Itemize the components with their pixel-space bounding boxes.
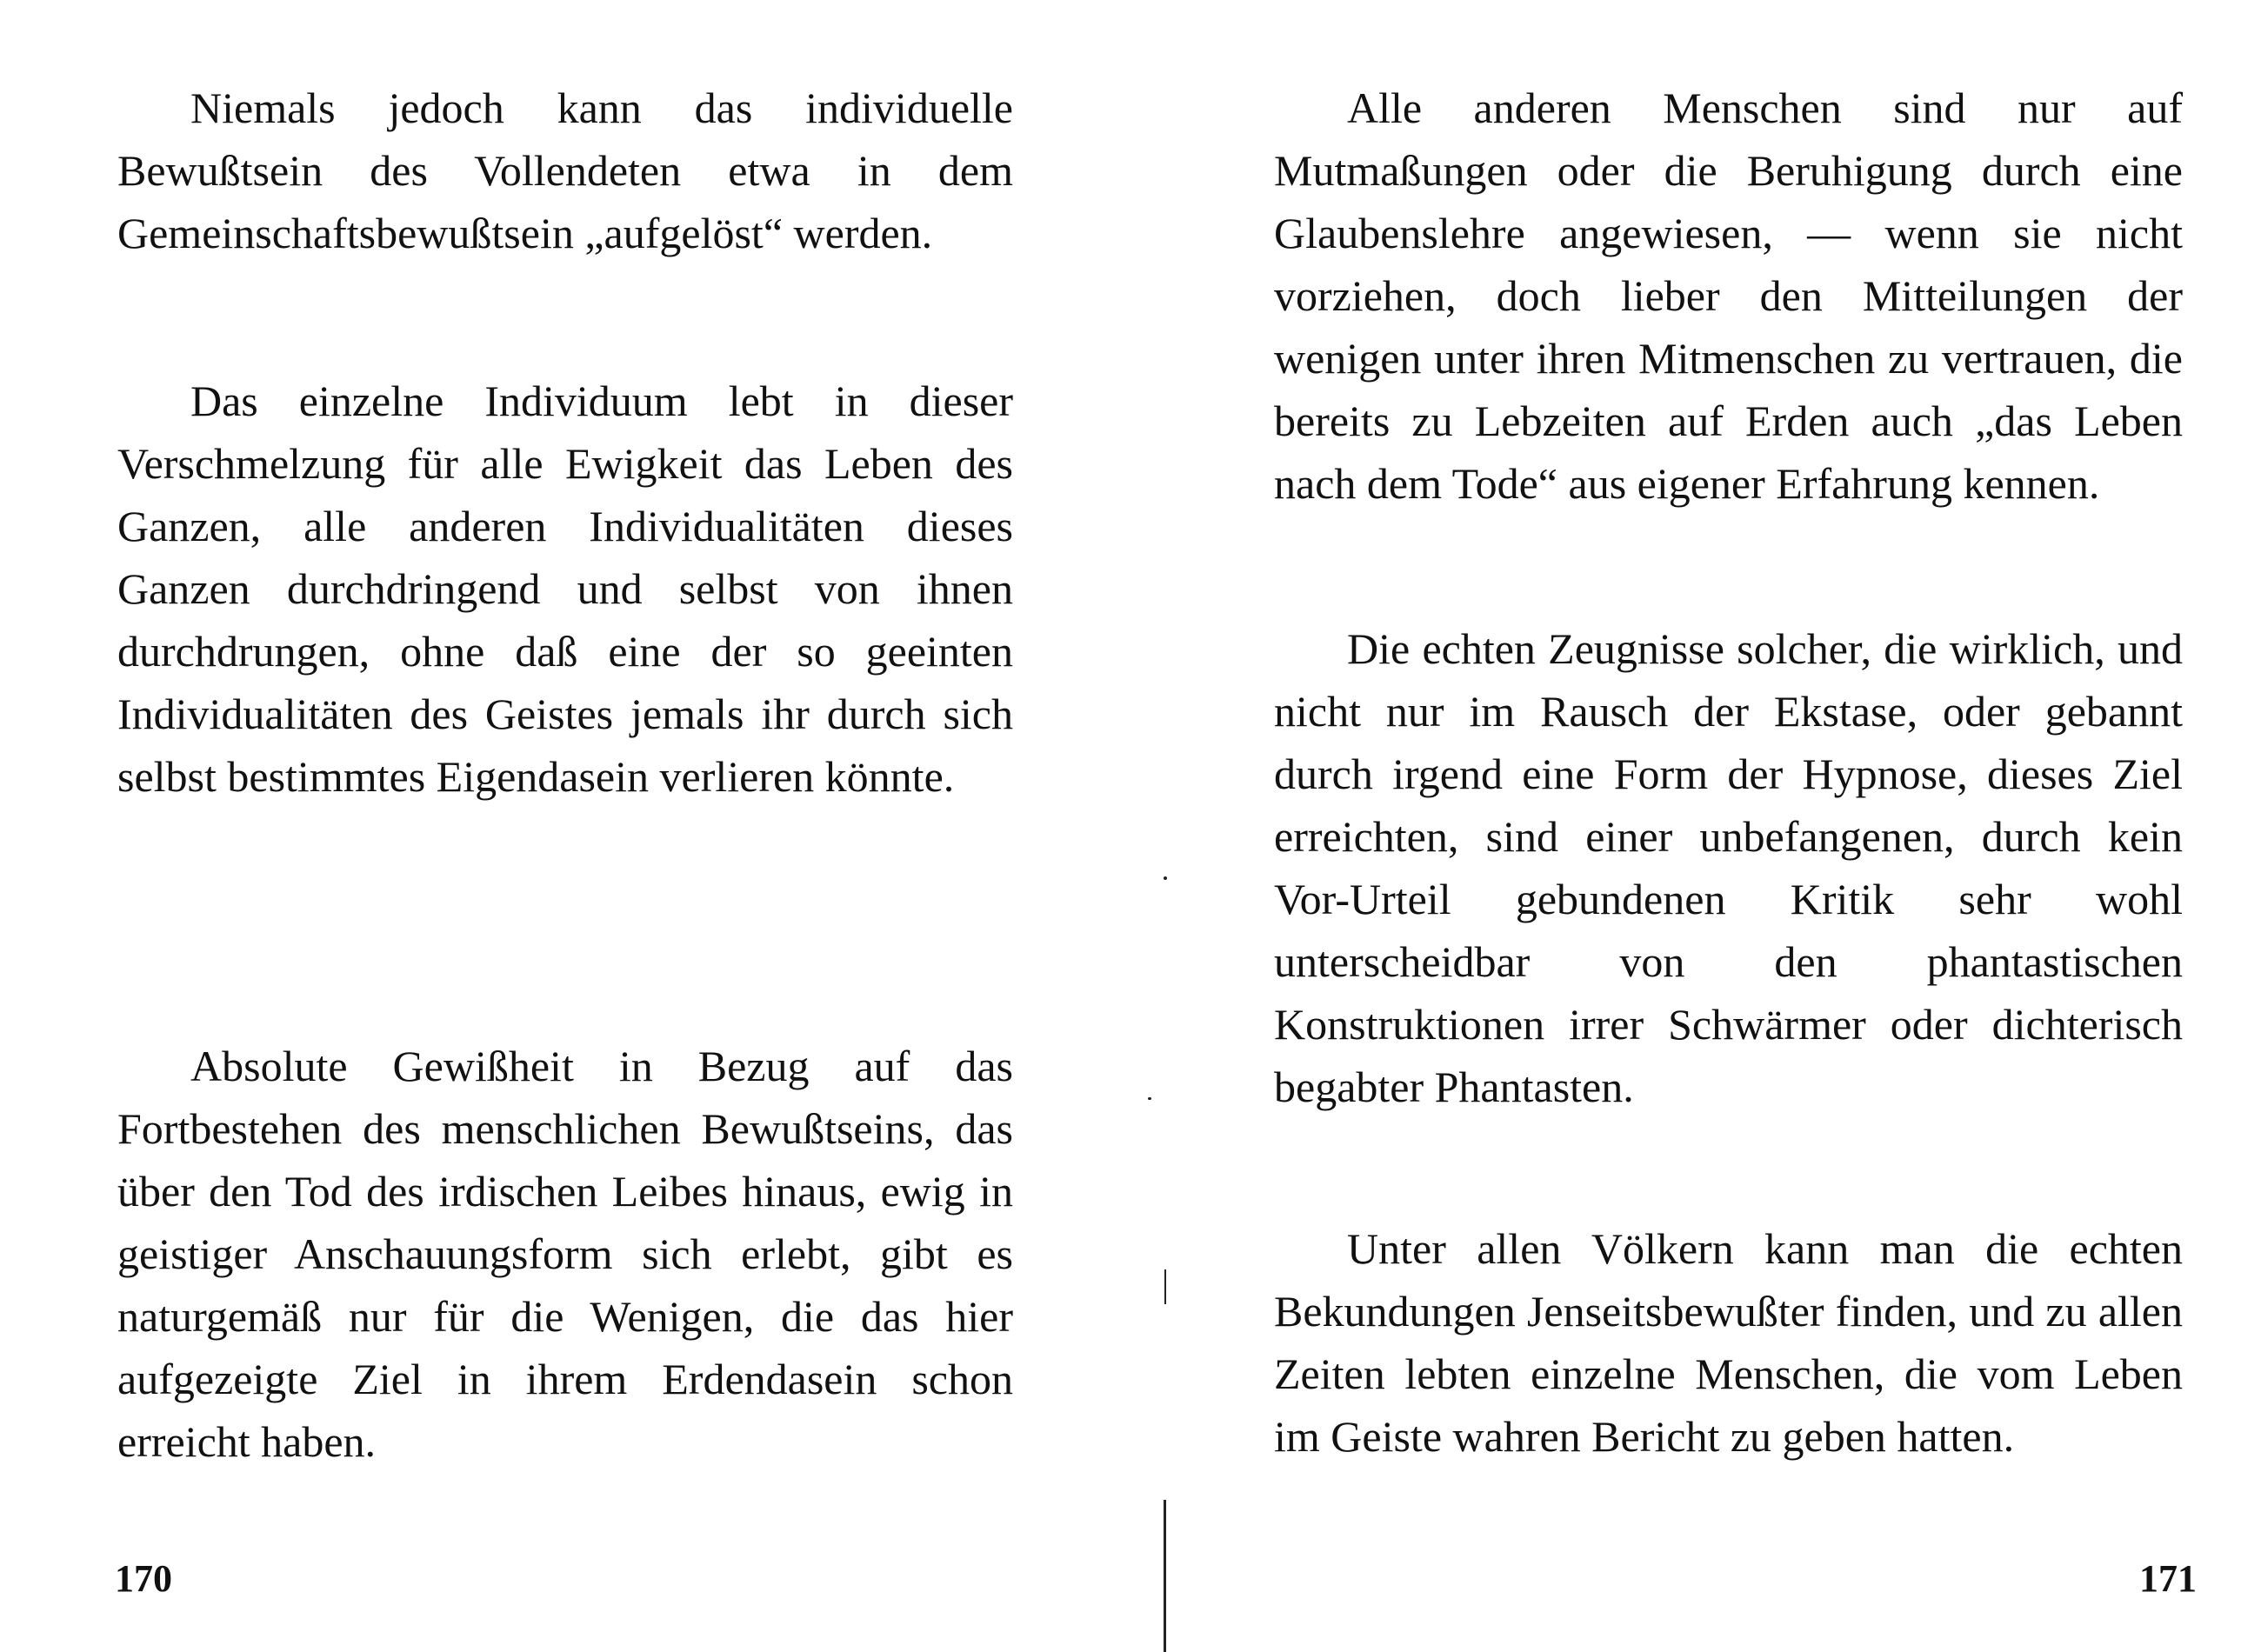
gutter-dot — [1164, 876, 1167, 880]
paragraph: Niemals jedoch kann das individuelle Bewußtsein des Vollendeten etwa in dem Gemeinschaftsbewußtsein „aufgelöst“ werden. — [117, 83, 1013, 257]
gutter-tick — [1164, 1269, 1166, 1304]
page-number: 171 — [2139, 1557, 2197, 1600]
right-page — [1148, 0, 2261, 1652]
paragraph: Unter allen Völkern kann man die echten Bekundungen Jenseitsbewußter finden, und zu allen Zeiten lebten einzelne Menschen, die vom Leben im Geiste wahren Bericht zu geben hatten. — [1274, 1224, 2183, 1461]
page-number: 170 — [115, 1557, 172, 1600]
paragraph: Alle anderen Menschen sind nur auf Mutmaßungen oder die Beruhigung durch eine Glaubenslehre angewiesen, — wenn sie nicht vorziehen, doch lieber den Mitteilungen der wenigen unter ihren Mitmenschen zu vertrauen, die bereits zu Lebzeiten auf Erden auch „das Leben nach dem Tode“ aus eigener Erfahrung kennen. — [1274, 83, 2183, 508]
paragraph: Absolute Gewißheit in Bezug auf das Fortbestehen des menschlichen Bewußtseins, das über den Tod des irdischen Leibes hinaus, ewig in geistiger Anschauungsform sich erlebt, gibt es naturgemäß nur für die Wenigen, die das hier aufgezeigte Ziel in ihrem Erdendasein schon erreicht haben. — [117, 1042, 1013, 1466]
paragraph: Das einzelne Individuum lebt in dieser Verschmelzung für alle Ewigkeit das Leben des Ganzen, alle anderen Individualitäten dieses Ganzen durchdringend und selbst von ihnen durchdrungen, ohne daß eine der so geeinten Individualitäten des Geistes jemals ihr durch sich selbst bestimmtes Eigendasein verlieren könnte. — [117, 376, 1013, 801]
gutter-line — [1164, 1500, 1166, 1652]
paragraph: Die echten Zeugnisse solcher, die wirklich, und nicht nur im Rausch der Ekstase, oder gebannt durch irgend eine Form der Hypnose, dieses Ziel erreichten, sind einer unbefangenen, durch kein Vor-Urteil gebundenen Kritik sehr wohl unterscheidbar von den phantastischen Konstruktionen irrer Schwärmer oder dichterisch begabter Phantasten. — [1274, 624, 2183, 1111]
gutter-dot — [1148, 1097, 1151, 1100]
